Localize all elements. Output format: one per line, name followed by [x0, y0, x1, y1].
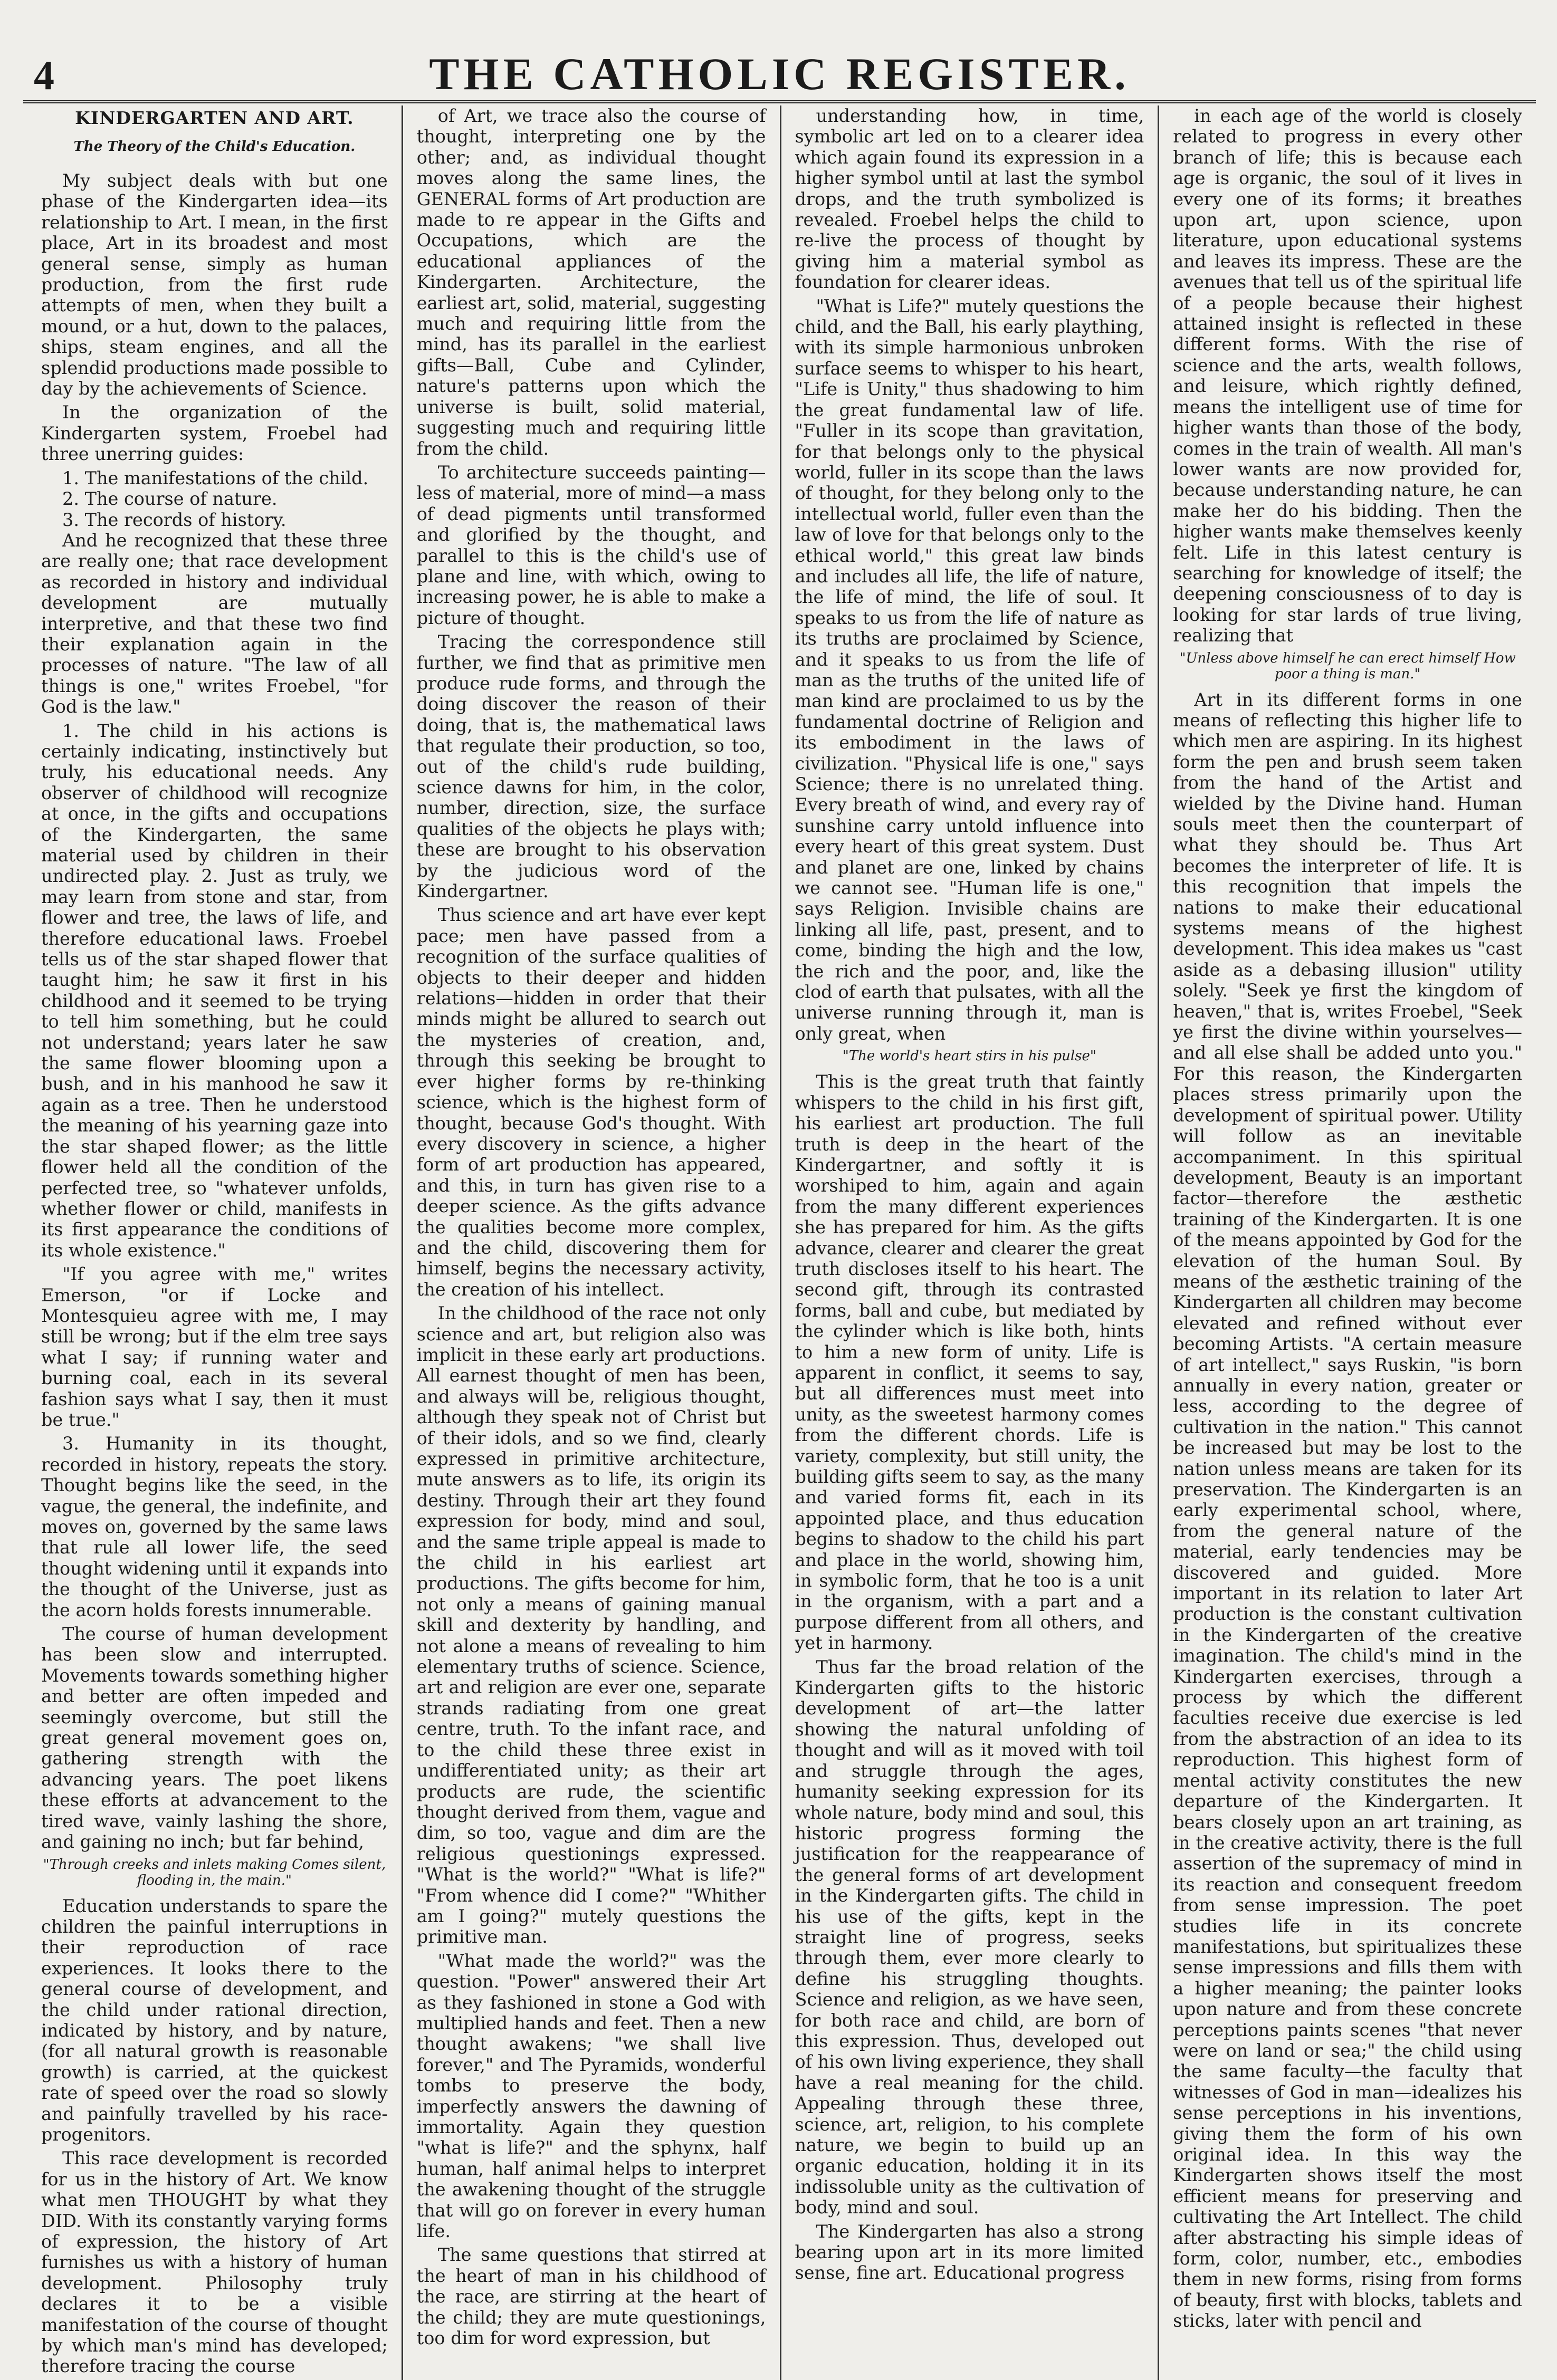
- paragraph: The same questions that stirred at the heart of man in his childhood of the race, are stirring at the heart of the child; they are mute questionings, too dim for word expression, but: [416, 2244, 766, 2349]
- article-columns: [23, 105, 1536, 2377]
- column-3: [780, 105, 1158, 2380]
- article-subheading: The Theory of the Child's Education.: [73, 139, 356, 155]
- paragraph: "If you agree with me," writes Emerson, "or if Locke and Montesquieu agree with me, I may still be wrong; but if the elm tree says what I say; if running water and burning coal, each in its several fashion says what I say, then it must be true.": [41, 1264, 388, 1430]
- paragraph: Art in its different forms in one means of reflecting this higher life to which men are aspiring. In its highest form the pen and brush seem taken from the hand of the Artist and wielded by the Divine hand. Human souls meet then the counterpart of what they should be. Thus Art becomes the interpreter of life. It is this recognition that impels the nations to make their educational systems means of the highest development. This idea makes us "cast aside as a debasing illusion" utility solely. "Seek ye first the kingdom of heaven," that is, writes Froebel, "Seek ye first the divine within yourselves—and all else shall be added unto you." For this reason, the Kindergarten places stress primarily upon the development of spiritual power. Utility will follow as an inevitable accompaniment. In this spiritual development, Beauty is an important factor—therefore the æsthetic training of the Kindergarten. It is one of the means appointed by God for the elevation of the human Soul. By means of the æsthetic training of the Kindergarten all children may become elevated and refined without ever becoming Artists. "A certain measure of art intellect," says Ruskin, "is born annually in every nation, greater or less, according to the degree of cultivation in the nation." This cannot be increased but may be lost to the nation unless means are taken for its preservation. The Kindergarten is an early experimental school, where, from the general nature of the material, early tendencies may be discovered and guided. More important in its relation to later Art production is the constant cultivation in the Kindergarten of the creative imagination. The child's mind in the Kindergarten exercises, through a process by which the different faculties receive due exercise is led from the abstraction of an idea to its reproduction. This highest form of mental activity constitutes the new departure of the Kindergarten. It bears closely upon an art training, as in the creative activity, there is the full assertion of the supremacy of mind in its reaction and consequent freedom from sense impression. The poet studies life in its concrete manifestations, but spiritualizes these sense impressions and fills them with a higher meaning; the painter looks upon nature and from these concrete perceptions paints scenes "that never were on land or sea;" the child using the same faculty—the faculty that witnesses of God in man—idealizes his sense perceptions in his inventions, giving them the form of his own original idea. In this way the Kindergarten shows itself the most efficient means for preserving and cultivating the Art Intellect. The child after abstracting his simple ideas of form, color, number, etc., embodies them in new forms, rising from forms of beauty, first with blocks, tablets and sticks, later with pencil and: [1173, 689, 1522, 2331]
- list-item: 2. The course of nature.: [62, 488, 278, 510]
- masthead: [23, 32, 1536, 103]
- column-2: [402, 105, 780, 2380]
- paper-title: THE CATHOLIC REGISTER.: [429, 49, 1130, 99]
- paragraph: To architecture succeeds painting—less of material, more of mind—a mass of dead pigments until transformed and glorified by the thought, and parallel to this is the child's use of plane and line, with which, owing to increasing power, he is able to make a picture of thought.: [416, 462, 766, 628]
- poem-quote: "Unless above himself he can erect himself How poor a thing is man.": [1179, 650, 1516, 682]
- paragraph: "What made the world?" was the question. "Power" answered their Art as they fashioned in stone a God with multiplied hands and feet. Then a new thought awakens; "we shall live forever," and The Pyramids, wonderful tombs to preserve the body, imperfectly answers the dawning of immortality. Again they question "what is life?" and the sphynx, half human, half animal helps to interpret the awakening thought of the struggle that will go on forever in every human life.: [416, 1950, 766, 2242]
- list-item: 1. The manifestations of the child.: [62, 467, 369, 488]
- column-4: [1158, 105, 1536, 2380]
- paragraph: My subject deals with but one phase of the Kindergarten idea—its relationship to Art. I mean, in the first place, Art in its broadest and most general sense, simply as human production, from the first rude attempts of men, when they built a mound, or a hut, down to the palaces, ships, steam engines, and all the splendid productions made possible to day by the achievements of Science.: [41, 170, 388, 399]
- paragraph: In the organization of the Kindergarten system, Froebel had three unerring guides:: [41, 402, 388, 465]
- paragraph: understanding how, in time, symbolic art led on to a clearer idea which again found its expression in a higher symbol until at last the symbol drops, and the truth symbolized is revealed. Froebel helps the child to re-live the process of thought by giving him a material symbol as foundation for clearer ideas.: [795, 105, 1144, 293]
- paragraph: in each age of the world is closely related to progress in every other branch of life; this is because each age is organic, the soul of it lives in every one of its forms; it breathes upon art, upon science, upon literature, upon educational systems and leaves its impress. These are the avenues that tell us of the spiritual life of a people because their highest attained insight is reflected in these different forms. With the rise of science and the arts, wealth follows, and leisure, which rightly defined, means the intelligent use of time for higher wants than those of the body, comes in the train of wealth. All man's lower wants are now provided for, because understanding nature, he can make her do his bidding. Then the higher wants make themselves keenly felt. Life in this latest century is searching for knowledge of itself; the deepening consciousness of to day is looking for star lards of true living, realizing that: [1173, 105, 1522, 646]
- page-number: 4: [34, 52, 54, 98]
- poem-quote: "Through creeks and inlets making Comes silent, flooding in, the main.": [43, 1856, 386, 1888]
- paragraph: This is the great truth that faintly whispers to the child in his first gift, his earliest art production. The full truth is deep in the heart of the Kindergartner, and softly it is worshiped to him, again and again from the many different experiences she has prepared for him. As the gifts advance, clearer and clearer the great truth discloses itself to his heart. The second gift, through its contrasted forms, ball and cube, but mediated by the cylinder which is like both, hints to him a new form of unity. Life is apparent in conflict, it seems to say, but all differences must meet into unity, as the sweetest harmony comes from the different chords. Life is variety, complexity, but still unity, the building gifts seem to say, as the many and varied forms fit, each in its appointed place, and thus education begins to shadow to the child his part and place in the world, showing him, in symbolic form, that he too is a unit in the organism, with a part and a purpose different from all others, and yet in harmony.: [795, 1071, 1144, 1654]
- paragraph: Thus science and art have ever kept pace; men have passed from a recognition of the surface qualities of objects to their deeper and hidden relations—hidden in order that their minds might be allured to search out the mysteries of creation, and, through this seeking be brought to ever higher forms by re-thinking science, which is the highest form of thought, because God's thought. With every discovery in science, a higher form of art production has appeared, and this, in turn has given rise to a deeper science. As the gifts advance the qualities become more complex, and the child, discovering them for himself, begins the necessary activity, the creation of his intellect.: [416, 905, 766, 1300]
- column-1: [23, 105, 402, 2380]
- poem-quote: "The world's heart stirs in his pulse": [842, 1048, 1096, 1064]
- paragraph: In the childhood of the race not only science and art, but religion also was implicit in these early art productions. All earnest thought of men has been, and always will be, religious thought, although they speak not of Christ but of their idols, and so we find, clearly expressed in primitive architecture, mute answers as to life, its origin its destiny. Through their art they found expression for body, mind and soul, and the same triple appeal is made to the child in his earliest art productions. The gifts become for him, not only a means of gaining manual skill and dexterity by handling, and not alone a means of revealing to him elementary truths of science. Science, art and religion are ever one, separate strands radiating from one great centre, truth. To the infant race, and to the child these three exist in undifferentiated unity; as their art products are rude, the scientific thought derived from them, vague and dim, so too, vague and dim are the religious questionings expressed. "What is the world?" "What is life?" "From whence did I come?" "Whither am I going?" mutely questions the primitive man.: [416, 1303, 766, 1947]
- paragraph: The Kindergarten has also a strong bearing upon art in its more limited sense, fine art. Educational progress: [795, 2221, 1144, 2283]
- paragraph: "What is Life?" mutely questions the child, and the Ball, his early plaything, with its simple harmonious unbroken surface seems to whisper to his heart, "Life is Unity," thus shadowing to him the great fundamental law of life. "Fuller in its scope than gravitation, for that belongs only to the physical world, fuller in its scope than the laws of thought, for they belong only to the intellectual world, fuller even than the law of love for that belongs only to the ethical world," this great law binds and includes all life, the life of nature, the life of mind, the life of soul. It speaks to us from the life of nature as its truths are proclaimed by Science, and it speaks to us from the life of man as the truths of the united life of man kind are proclaimed to us by the fundamental doctrine of Religion and its embodiment in the laws of civilization. "Physical life is one," says Science; there is no unrelated thing. Every breath of wind, and every ray of sunshine carry untold influence into every heart of this great system. Dust and planet are one, linked by chains we cannot see. "Human life is one," says Religion. Invisible chains are linking all life, past, present, and to come, binding the high and the low, the rich and the poor, and, like the clod of earth that pulsates, with all the universe running through it, man is only great, when: [795, 295, 1144, 1044]
- paragraph: And he recognized that these three are really one; that race development as recorded in history and individual development are mutually interpretive, and that these two find their explanation again in the processes of nature. "The law of all things is one," writes Froebel, "for God is the law.": [41, 530, 388, 717]
- paragraph: The course of human development has been slow and interrupted. Movements towards something higher and better are often impeded and seemingly overcome, but still the great general movement goes on, gathering strength with the advancing years. The poet likens these efforts at advancement to the tired wave, vainly lashing the shore, and gaining no inch; but far behind,: [41, 1624, 388, 1853]
- article-headline: KINDERGARTEN AND ART.: [75, 108, 354, 128]
- paragraph: of Art, we trace also the course of thought, interpreting one by the other; and, as individual thought moves along the same lines, the GENERAL forms of Art production are made to re appear in the Gifts and Occupations, which are the educational appliances of the Kindergarten. Architecture, the earliest art, solid, material, suggesting much and requiring little from the mind, has its parallel in the earliest gifts—Ball, Cube and Cylinder, nature's patterns upon which the universe is built, solid material, suggesting much and requiring little from the child.: [416, 105, 766, 459]
- paragraph: 3. Humanity in its thought, recorded in history, repeats the story. Thought begins like the seed, in the vague, the general, the indefinite, and moves on, governed by the same laws that rule all lower life, the seed thought widening until it expands into the thought of the Universe, just as the acorn holds forests innumerable.: [41, 1433, 388, 1620]
- paragraph: Tracing the correspondence still further, we find that as primitive men produce rude forms, and through the doing discover the reason of their doing, that is, the mathematical laws that regulate their production, so too, out of the child's rude building, science dawns for him, in the color, number, direction, size, the surface qualities of the objects he plays with; these are brought to his observation by the judicious word of the Kindergartner.: [416, 631, 766, 902]
- paragraph: This race development is recorded for us in the history of Art. We know what men THOUGHT by what they DID. With its constantly varying forms of expression, the history of Art furnishes us with a history of human development. Philosophy truly declares it to be a visible manifestation of the course of thought by which man's mind has developed; therefore tracing the course: [41, 2148, 388, 2377]
- paragraph: 1. The child in his actions is certainly indicating, instinctively but truly, his educational needs. Any observer of childhood will recognize at once, in the gifts and occupations of the Kindergarten, the same material used by children in their undirected play. 2. Just as truly, we may learn from stone and star, from flower and tree, the laws of life, and therefore educational laws. Froebel tells us of the star shaped flower that taught him; he saw it first in his childhood and it seemed to be trying to tell him something, but he could not understand; years later he saw the same flower blooming upon a bush, and in his manhood he saw it again as a tree. Then he understood the meaning of his yearning gaze into the star shaped flower; as the little flower held all the condition of the perfected tree, so "whatever unfolds, whether flower or child, manifests in its first appearance the conditions of its whole existence.": [41, 720, 388, 1261]
- paragraph: Thus far the broad relation of the Kindergarten gifts to the historic development of art—the latter showing the natural unfolding of thought and will as it moved with toil and struggle through the ages, humanity seeking expression for its whole nature, body mind and soul, this historic progress forming the justification for the reappearance of the general forms of art development in the Kindergarten gifts. The child in his use of the gifts, kept in the straight line of progress, seeks through them, ever more clearly to define his struggling thoughts. Science and religion, as we have seen, for both race and child, are born of this expression. Thus, developed out of his own living experience, they shall have a real meaning for the child. Appealing through these three, science, art, religion, to his complete nature, we begin to build up an organic education, holding it in its indissoluble unity as the cultivation of body, mind and soul.: [795, 1656, 1144, 2218]
- list-item: 3. The records of history.: [62, 509, 286, 530]
- paragraph: Education understands to spare the children the painful interruptions in their reproduction of race experiences. It looks there to the general course of development, and the child under rational direction, indicated by history, and by nature, (for all natural growth is reasonable growth) is carried, at the quickest rate of speed over the road so slowly and painfully travelled by his race-progenitors.: [41, 1895, 388, 2145]
